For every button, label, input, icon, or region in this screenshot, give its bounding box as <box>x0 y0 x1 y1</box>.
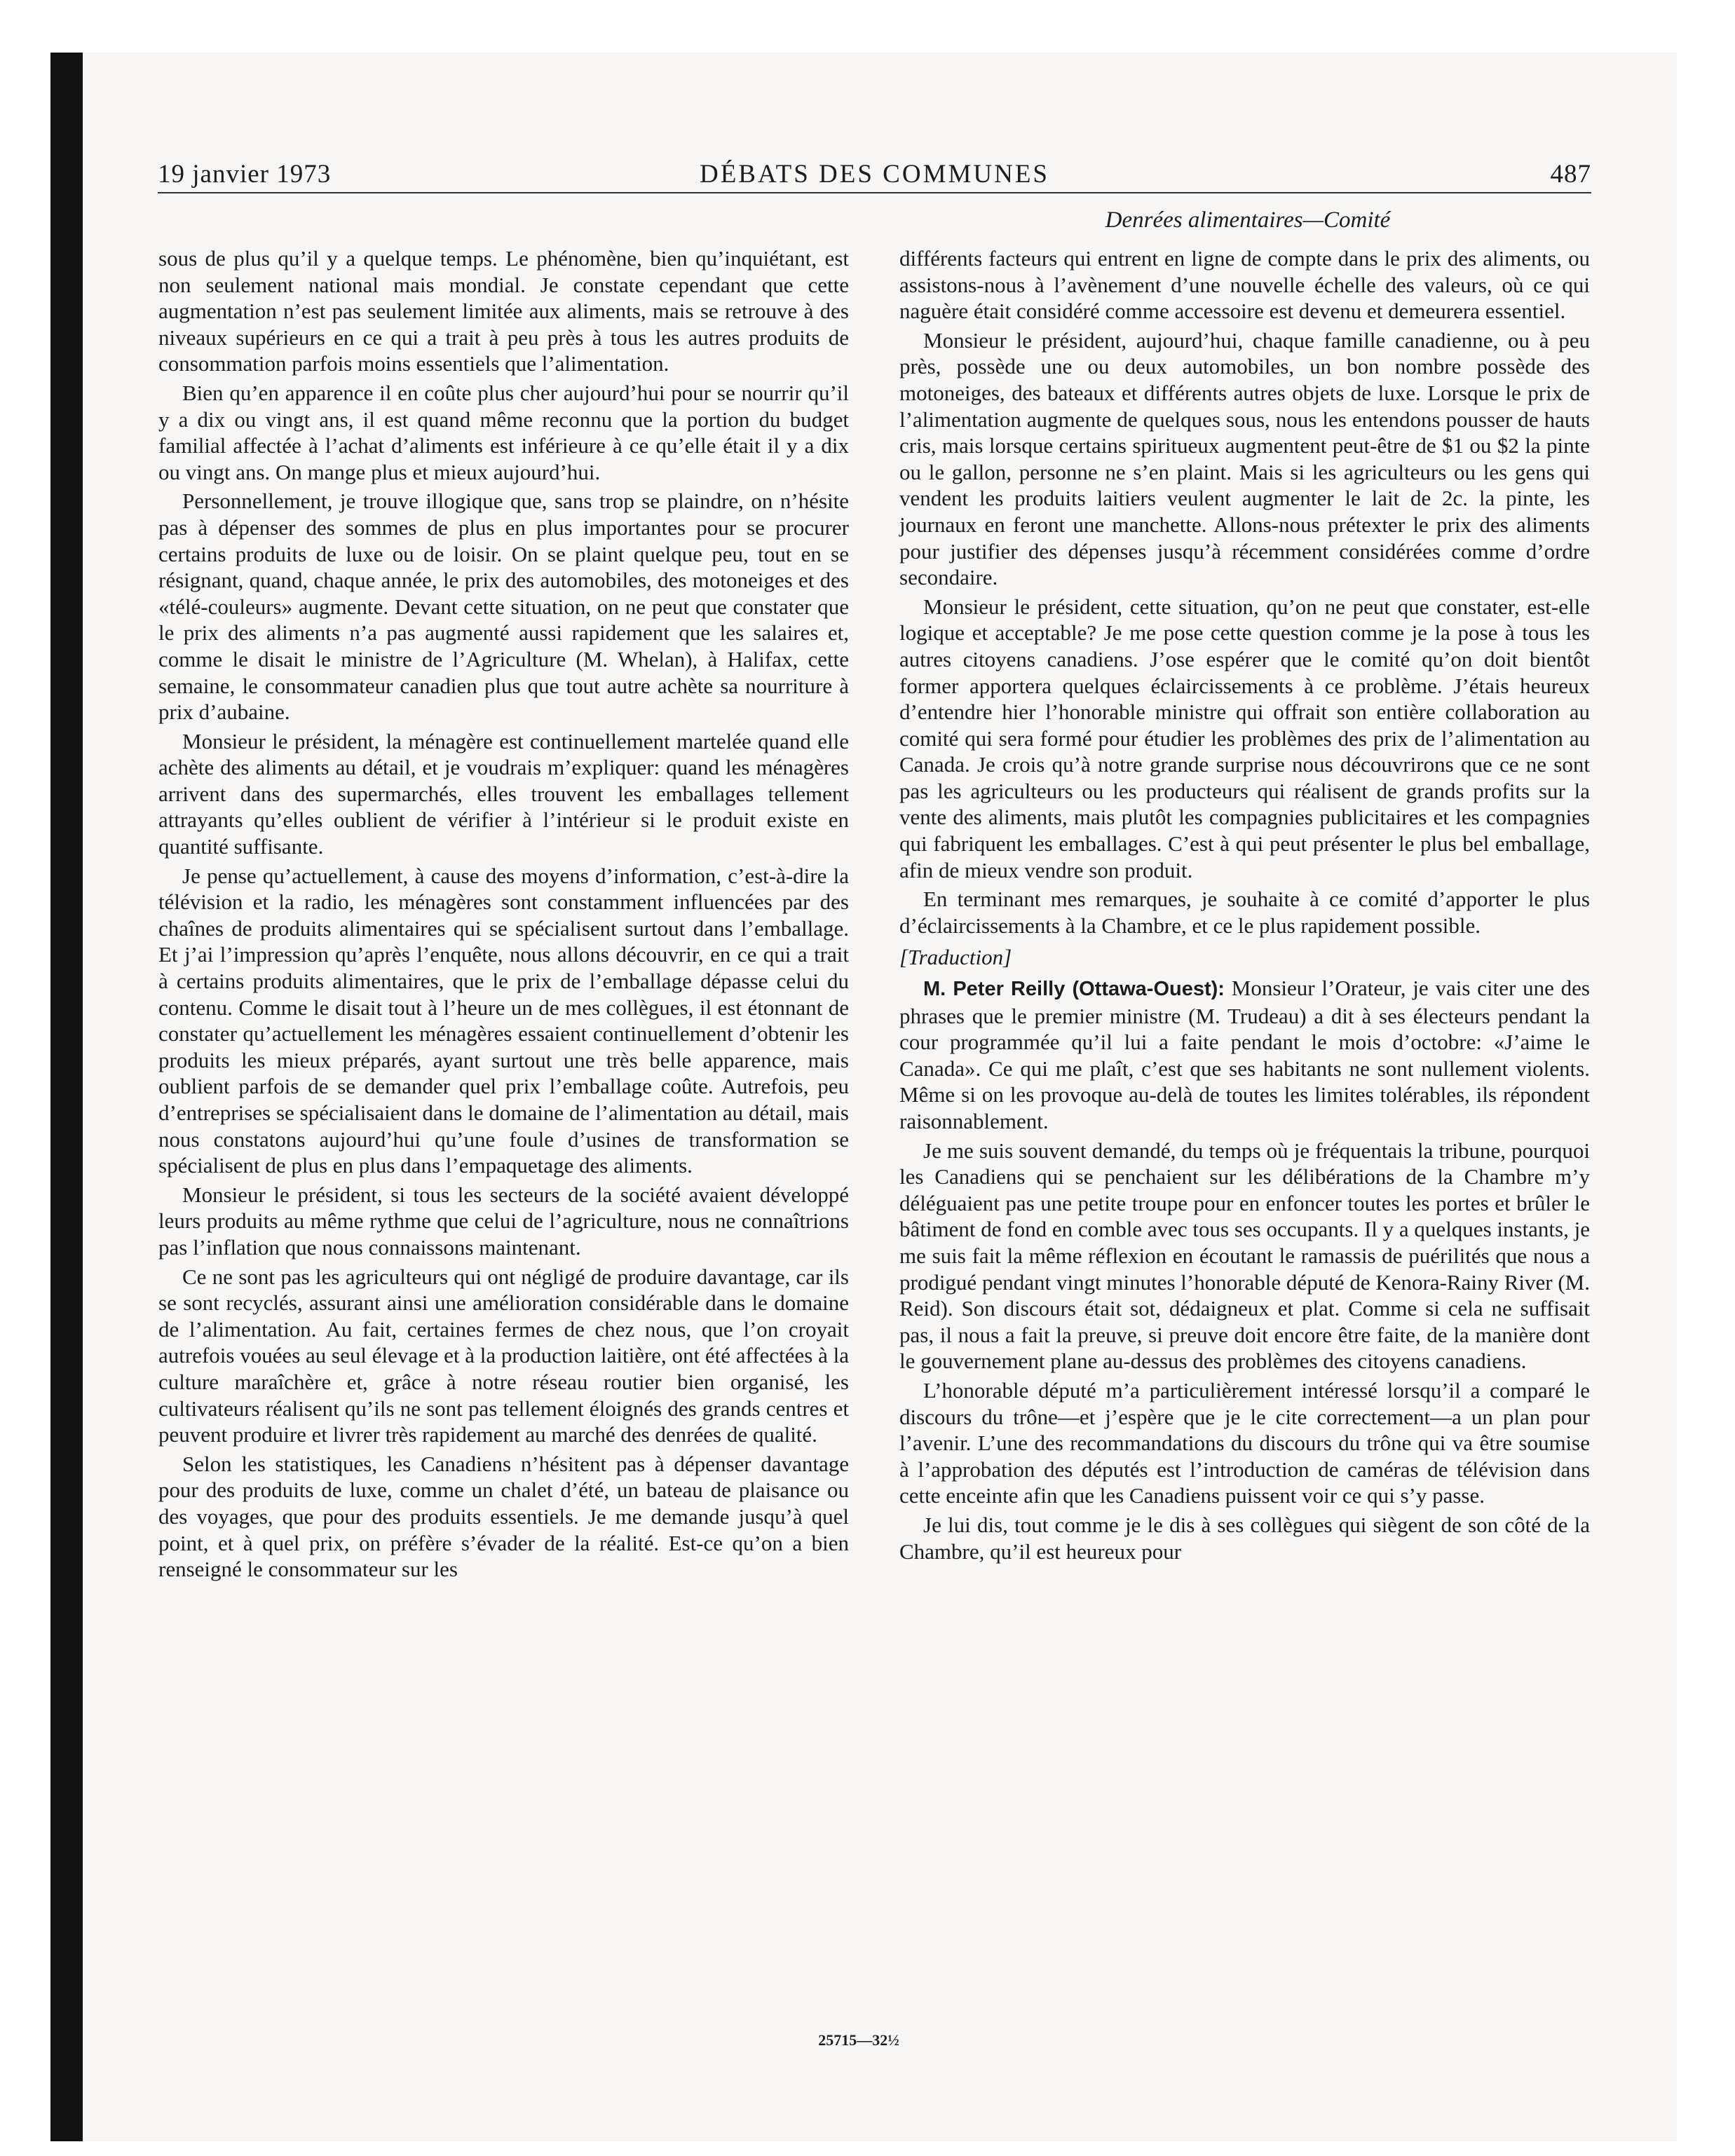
paragraph: sous de plus qu’il y a quelque temps. Le phénomène, bien qu’inquiétant, est non seulement national mais mondial. Je constate cependant que cette augmentation n’est pas seulement limitée aux aliments, mais se retrouve à des niveaux supérieurs en ce qui a trait à peu près à tous les autres produits de consommation parfois moins essentiels que l’alimentation. <box>158 246 849 376</box>
speech-text: Monsieur l’Orateur, je vais citer une des phrases que le premier ministre (M. Trudeau) a dit à ses électeurs pendant la cour programmée qu’il lui a faite pendant le mois d’octobre: «J’aime le Canada». Ce qui me plaît, c’est que ses habitants ne sont nullement violents. Même si on les provoque au-delà de toutes les limites tolérables, ils répondent raisonnablement. <box>899 976 1590 1133</box>
paragraph: Monsieur le président, la ménagère est continuellement martelée quand elle achète des aliments au détail, et je voudrais m’expliquer: quand les ménagères arrivent dans des supermarchés, elles trouvent les emballages tellement attrayants qu’elles oublient de vérifier à l’intérieur si le produit existe en quantité suffisante. <box>158 728 849 859</box>
paragraph: Selon les statistiques, les Canadiens n’hésitent pas à dépenser davantage pour des produits de luxe, comme un chalet d’été, un bateau de plaisance ou des voyages, que pour des produits essentiels. Je me demande jusqu’à quel point, et à quel prix, on préfère s’évader de la réalité. Est-ce qu’on a bien renseigné le consommateur sur les <box>158 1451 849 1582</box>
paragraph: différents facteurs qui entrent en ligne de compte dans le prix des aliments, ou assistons-nous à l’avènement d’une nouvelle échelle des valeurs, où ce qui naguère était considéré comme accessoire est devenu et demeurera essentiel. <box>899 246 1590 324</box>
paragraph: En terminant mes remarques, je souhaite à ce comité d’apporter le plus d’éclaircissements à la Chambre, et ce le plus rapidement possible. <box>899 887 1590 938</box>
paragraph: Monsieur le président, si tous les secteurs de la société avaient développé leurs produits au même rythme que celui de l’agriculture, nous ne connaîtrions pas l’inflation que nous connaissons maintenant. <box>158 1182 849 1260</box>
translation-note: [Traduction] <box>899 945 1012 970</box>
paragraph: Ce ne sont pas les agriculteurs qui ont négligé de produire davantage, car ils se sont recyclés, assurant ainsi une amélioration considérable dans le domaine de l’alimentation. Au fait, certaines fermes de chez nous, que l’on croyait autrefois vouées au seul élevage et à la production laitière, ont été affectées à la culture maraîchère et, grâce à notre réseau routier bien organisé, les cultivateurs réalisent qu’ils ne sont pas tellement éloignés des grands centres et peuvent produire et livrer très rapidement au marché des denrées de qualité. <box>158 1264 849 1447</box>
page-number: 487 <box>1550 160 1591 189</box>
header-title: DÉBATS DES COMMUNES <box>699 160 1049 189</box>
printer-mark: 25715—32½ <box>818 2031 899 2049</box>
speech-paragraph <box>899 975 1590 1135</box>
section-title: Denrées alimentaires—Comité <box>1105 207 1391 233</box>
left-column <box>158 245 849 1585</box>
right-column <box>899 245 1590 1567</box>
paragraph: Monsieur le président, aujourd’hui, chaque famille canadienne, ou à peu près, possède une ou deux automobiles, un bon nombre possède des motoneiges, des bateaux et différents autres objets de luxe. Lorsque le prix de l’alimentation augmente de quelques sous, nous les entendons pousser de hauts cris, mais lorsque certains spiritueux augmentent peut-être de $1 ou $2 la pinte ou le gallon, personne ne s’en plaint. Mais si les agriculteurs ou les gens qui vendent les produits laitiers veulent augmenter le lait de 2c. la pinte, les journaux en feront une manchette. Allons-nous prétexter le prix des aliments pour justifier des dépenses jusqu’à récemment considérées comme d’ordre secondaire. <box>899 327 1590 590</box>
paragraph: Personnellement, je trouve illogique que, sans trop se plaindre, on n’hésite pas à dépenser des sommes de plus en plus importantes pour se procurer certains produits de luxe ou de loisir. On se plaint quelque peu, tout en se résignant, quand, chaque année, le prix des automobiles, des motoneiges et des «télé-couleurs» augmente. Devant cette situation, on ne peut que constater que le prix des aliments n’a pas augmenté aussi rapidement que les salaires et, comme le disait le ministre de l’Agriculture (M. Whelan), à Halifax, cette semaine, le consommateur canadien plus que tout autre achète sa nourriture à prix d’aubaine. <box>158 489 849 725</box>
paragraph: Je me suis souvent demandé, du temps où je fréquentais la tribune, pourquoi les Canadiens qui se penchaient sur les délibérations de la Chambre m’y déléguaient pas une petite troupe pour en enfoncer toutes les portes et brûler le bâtiment de fond en comble avec tous ses occupants. Il y a quelques instants, je me suis fait la même réflexion en écoutant le ramassis de puérilités que nous a prodigué pendant vingt minutes l’honorable député de Kenora-Rainy River (M. Reid). Son discours était sot, dédaigneux et plat. Comme si cela ne suffisait pas, il nous a fait la preuve, si preuve doit encore être faite, de la manière dont le gouvernement plane au-dessus des problèmes des citoyens canadiens. <box>899 1138 1590 1374</box>
paragraph: L’honorable député m’a particulièrement intéressé lorsqu’il a comparé le discours du trône—et j’espère que je le cite correctement—a un plan pour l’avenir. L’une des recommandations du discours du trône qui va être soumise à l’approbation des députés est l’introduction de caméras de télévision dans cette enceinte afin que les Canadiens puissent voir ce qui s’y passe. <box>899 1377 1590 1508</box>
header-date: 19 janvier 1973 <box>158 160 332 189</box>
running-header <box>158 156 1591 193</box>
paragraph: Je pense qu’actuellement, à cause des moyens d’information, c’est-à-dire la télévision et la radio, les ménagères sont constamment influencées par des chaînes de produits alimentaires qui se spécialisent surtout dans l’emballage. Et j’ai l’impression qu’après l’enquête, nous allons découvrir, en ce qui a trait à certains produits alimentaires, que le prix de l’emballage dépasse celui du contenu. Comme le disait tout à l’heure un de mes collègues, il est étonnant de constater qu’actuellement les ménagères essaient continuellement d’obtenir les produits les mieux préparés, ayant surtout une très belle apparence, mais oublient parfois de se demander quel prix l’emballage coûte. Autrefois, peu d’entreprises se spécialisaient dans le domaine de l’alimentation au détail, mais nous constatons aujourd’hui qu’une foule d’usines de transformation se spécialisent de plus en plus dans l’empaquetage des aliments. <box>158 863 849 1178</box>
paragraph: Monsieur le président, cette situation, qu’on ne peut que constater, est-elle logique et acceptable? Je me pose cette question comme je la pose à tous les autres citoyens canadiens. J’ose espérer que le comité qu’on doit bientôt former apportera quelques éclaircissements à ce problème. J’étais heureux d’entendre hier l’honorable ministre qui offrait son entière collaboration au comité qui sera formé pour étudier les problèmes des prix de l’alimentation au Canada. Je crois qu’à notre grande surprise nous découvrirons que ce ne sont pas les agriculteurs ou les producteurs qui réalisent de grands profits sur la vente des aliments, mais plutôt les compagnies publicitaires et les compagnies qui fabriquent les emballages. C’est à qui peut présenter le plus bel emballage, afin de mieux vendre son produit. <box>899 594 1590 882</box>
binding-edge <box>50 53 83 2141</box>
paragraph: Bien qu’en apparence il en coûte plus cher aujourd’hui pour se nourrir qu’il y a dix ou vingt ans, il est quand même reconnu que la portion du budget familial affectée à l’achat d’aliments est inférieure à ce qu’elle était il y a dix ou vingt ans. On mange plus et mieux aujourd’hui. <box>158 380 849 484</box>
speaker-name: M. Peter Reilly (Ottawa-Ouest): <box>923 978 1225 1001</box>
paragraph: Je lui dis, tout comme je le dis à ses collègues qui siègent de son côté de la Chambre, qu’il est heureux pour <box>899 1512 1590 1564</box>
